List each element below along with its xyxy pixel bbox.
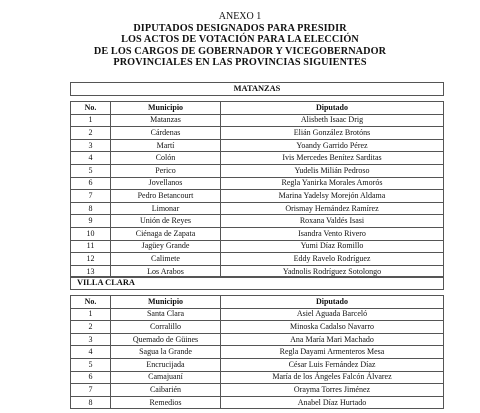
annex-label: ANEXO 1 <box>218 11 262 22</box>
municipio-cell: Colón <box>111 152 221 165</box>
municipio-cell: Encrucijada <box>111 358 221 371</box>
table-row <box>71 114 444 127</box>
diputado-cell: Regla Dayami Armenteros Mesa <box>221 346 444 359</box>
table-row <box>71 333 444 346</box>
table-row <box>71 346 444 359</box>
diputado-cell: Yadnolis Rodríguez Sotolongo <box>221 265 444 278</box>
row-number: 1 <box>71 308 111 321</box>
diputado-cell: Anabel Díaz Hurtado <box>221 396 444 409</box>
heading-line: DE LOS CARGOS DE GOBERNADOR Y VICEGOBERNADOR <box>93 45 387 57</box>
municipio-cell: Caibarién <box>111 384 221 397</box>
matanzas-table <box>70 82 444 278</box>
row-number: 7 <box>71 190 111 203</box>
table-row <box>71 227 444 240</box>
row-number: 5 <box>71 358 111 371</box>
municipio-cell: Santa Clara <box>111 308 221 321</box>
row-number: 9 <box>71 215 111 228</box>
municipio-cell: Cárdenas <box>111 127 221 140</box>
table-row <box>71 190 444 203</box>
table-row <box>71 358 444 371</box>
row-number: 4 <box>71 346 111 359</box>
municipio-cell: Sagua la Grande <box>111 346 221 359</box>
municipio-cell: Limonar <box>111 202 221 215</box>
section-title-villa-clara: VILLA CLARA <box>71 277 444 290</box>
heading-line: DIPUTADOS DESIGNADOS PARA PRESIDIR <box>133 23 347 34</box>
column-header-diputado: Diputado <box>221 102 444 115</box>
table-row <box>71 215 444 228</box>
table-row <box>71 139 444 152</box>
diputado-cell: Alisbeth Isaac Drig <box>221 114 444 127</box>
column-header-row <box>71 296 444 309</box>
diputado-cell: Orayma Torres Jiménez <box>221 384 444 397</box>
diputado-cell: Isandra Vento Rivero <box>221 227 444 240</box>
row-number: 8 <box>71 396 111 409</box>
diputado-cell: Asiel Aguada Barceló <box>221 308 444 321</box>
row-number: 2 <box>71 321 111 334</box>
municipio-cell: Martí <box>111 139 221 152</box>
row-number: 1 <box>71 114 111 127</box>
diputado-cell: Minoska Cadalso Navarro <box>221 321 444 334</box>
column-header-municipio: Municipio <box>111 296 221 309</box>
table-row <box>71 253 444 266</box>
row-number: 3 <box>71 333 111 346</box>
municipio-cell: Los Arabos <box>111 265 221 278</box>
diputado-cell: Eddy Ravelo Rodríguez <box>221 253 444 266</box>
heading-line: PROVINCIALES EN LAS PROVINCIAS SIGUIENTES <box>113 57 367 69</box>
diputado-cell: Regla Yanirka Morales Amorós <box>221 177 444 190</box>
table-row <box>71 371 444 384</box>
row-number: 2 <box>71 127 111 140</box>
diputado-cell: César Luis Fernández Díaz <box>221 358 444 371</box>
municipio-cell: Pedro Betancourt <box>111 190 221 203</box>
municipio-cell: Perico <box>111 164 221 177</box>
municipio-cell: Quemado de Güines <box>111 333 221 346</box>
row-number: 3 <box>71 139 111 152</box>
table-row <box>71 240 444 253</box>
municipio-cell: Jagüey Grande <box>111 240 221 253</box>
column-header-num: No. <box>71 102 111 115</box>
table-row <box>71 177 444 190</box>
diputado-cell: Elián González Brotóns <box>221 127 444 140</box>
municipio-cell: Remedios <box>111 396 221 409</box>
heading-line: LOS ACTOS DE VOTACIÓN PARA LA ELECCIÓN <box>121 34 359 46</box>
table-row <box>71 384 444 397</box>
diputado-cell: Yoandy Garrido Pérez <box>221 139 444 152</box>
document-heading <box>0 23 480 69</box>
section-title-matanzas: MATANZAS <box>71 83 444 96</box>
municipio-cell: Calimete <box>111 253 221 266</box>
row-number: 6 <box>71 177 111 190</box>
row-number: 13 <box>71 265 111 278</box>
row-number: 7 <box>71 384 111 397</box>
diputado-cell: Ana María Mari Machado <box>221 333 444 346</box>
diputado-cell: María de los Ángeles Falcón Álvarez <box>221 371 444 384</box>
row-number: 8 <box>71 202 111 215</box>
municipio-cell: Matanzas <box>111 114 221 127</box>
column-header-municipio: Municipio <box>111 102 221 115</box>
row-number: 6 <box>71 371 111 384</box>
row-number: 10 <box>71 227 111 240</box>
table-row <box>71 308 444 321</box>
municipio-cell: Camajuaní <box>111 371 221 384</box>
row-number: 12 <box>71 253 111 266</box>
table-row <box>71 202 444 215</box>
diputado-cell: Orismay Hernández Ramírez <box>221 202 444 215</box>
diputado-cell: Roxana Valdés Isasi <box>221 215 444 228</box>
municipio-cell: Corralillo <box>111 321 221 334</box>
table-row <box>71 396 444 409</box>
table-row <box>71 152 444 165</box>
table-row <box>71 321 444 334</box>
villa-clara-table <box>70 276 444 409</box>
diputado-cell: Yudelis Milián Pedroso <box>221 164 444 177</box>
diputado-cell: Ivis Mercedes Benítez Sarditas <box>221 152 444 165</box>
municipio-cell: Ciénaga de Zapata <box>111 227 221 240</box>
municipio-cell: Unión de Reyes <box>111 215 221 228</box>
column-header-diputado: Diputado <box>221 296 444 309</box>
diputado-cell: Yumi Díaz Romillo <box>221 240 444 253</box>
column-header-row <box>71 102 444 115</box>
row-number: 4 <box>71 152 111 165</box>
municipio-cell: Jovellanos <box>111 177 221 190</box>
row-number: 5 <box>71 164 111 177</box>
column-header-num: No. <box>71 296 111 309</box>
row-number: 11 <box>71 240 111 253</box>
table-row <box>71 164 444 177</box>
diputado-cell: Marina Yadelsy Morejón Aldama <box>221 190 444 203</box>
table-row <box>71 127 444 140</box>
